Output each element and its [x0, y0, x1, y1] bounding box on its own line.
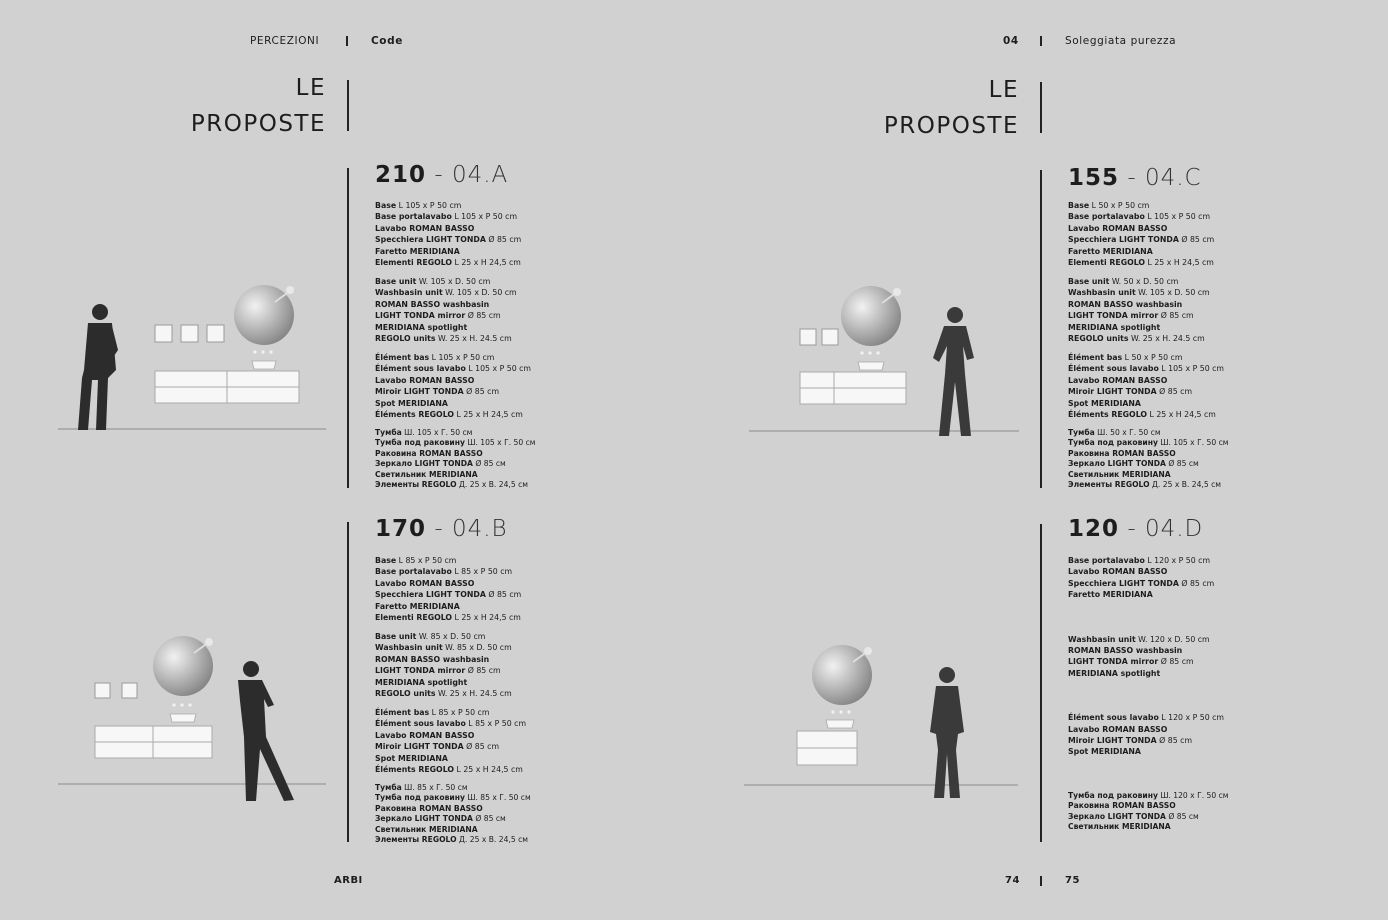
spec-dimension: Ш. 105 x Г. 50 см — [464, 438, 536, 448]
spec-dimension: L 25 x H 24,5 cm — [452, 613, 521, 623]
spec-item: Specchiera LIGHT TONDA — [375, 235, 486, 245]
man-figure — [238, 661, 294, 801]
spec-line — [375, 654, 531, 665]
spec-item: Faretto MERIDIANA — [375, 246, 460, 256]
spec-dimension: Д. 25 x В. 24,5 см — [456, 480, 528, 490]
spec-item: Élément bas — [1068, 352, 1123, 362]
spec-item: Тумба — [375, 782, 402, 792]
composition-illustration-d — [740, 630, 1030, 810]
spec-item: Faretto MERIDIANA — [375, 601, 460, 611]
spec-dimension: Ш. 120 x Г. 50 см — [1157, 790, 1229, 800]
spec-item: Зеркало LIGHT TONDA — [375, 814, 473, 824]
vanity-cabinet — [95, 726, 212, 758]
spec-dimension: L 105 x P 50 cm — [1158, 364, 1225, 374]
spec-item: Spot MERIDIANA — [1068, 747, 1141, 757]
spec-item: Éléments REGOLO — [375, 764, 455, 774]
spec-item: Тумба под раковину — [1068, 790, 1158, 800]
spec-group — [375, 428, 536, 491]
spec-item: REGOLO units — [1068, 333, 1129, 343]
spec-group — [1068, 352, 1229, 420]
spec-item: Washbasin unit — [375, 643, 443, 653]
spec-item: LIGHT TONDA mirror — [1068, 657, 1159, 667]
spec-item: Base unit — [1068, 276, 1110, 286]
spec-group — [1068, 276, 1229, 344]
spec-line — [375, 566, 531, 577]
spec-group — [375, 200, 536, 268]
spec-dimension: Ш. 85 x Г. 50 см — [401, 782, 468, 792]
spec-line — [375, 665, 531, 676]
spec-line — [375, 299, 536, 310]
spec-item: Base portalavabo — [1068, 556, 1145, 565]
title-line: LE — [295, 75, 326, 101]
spec-line — [1068, 299, 1229, 310]
spec-dimension: Ø 85 cm — [1156, 387, 1193, 397]
spec-item: Раковина ROMAN BASSO — [1068, 448, 1176, 458]
spec-dimension: L 85 x P 50 cm — [451, 567, 513, 577]
spec-item: Base portalavabo — [1068, 212, 1145, 222]
spec-line — [1068, 812, 1229, 823]
spec-line — [375, 246, 536, 257]
spec-item: MERIDIANA spotlight — [1068, 322, 1161, 332]
spec-item: Base portalavabo — [375, 567, 452, 577]
spec-item: Specchiera LIGHT TONDA — [375, 590, 486, 600]
spec-dimension: W. 25 x H. 24.5 cm — [435, 688, 512, 698]
spec-line — [1068, 634, 1229, 645]
spec-dimension: L 105 x P 50 cm — [451, 212, 518, 222]
spec-line — [1068, 211, 1229, 222]
spec-line — [375, 480, 536, 491]
spec-line — [1068, 712, 1229, 723]
spec-item: Светильник MERIDIANA — [1068, 822, 1171, 832]
spec-item: Elementi REGOLO — [375, 613, 453, 623]
spec-line — [1068, 735, 1229, 746]
spec-dimension: L 25 x H 24,5 cm — [452, 258, 521, 268]
spec-item: Elementi REGOLO — [375, 258, 453, 268]
spec-dimension: Ш. 105 x Г. 50 см — [1157, 438, 1229, 448]
composition-code: 170 - 04.B — [375, 516, 508, 542]
spec-line — [375, 783, 531, 794]
spec-item: LIGHT TONDA mirror — [1068, 311, 1159, 321]
spec-group — [1068, 428, 1229, 491]
section-label: PERCEZIONI — [250, 35, 320, 47]
spec-line — [1068, 459, 1229, 470]
page-title-left — [191, 70, 326, 142]
spec-item: ROMAN BASSO washbasin — [375, 654, 490, 664]
spec-item: Specchiera LIGHT TONDA — [1068, 578, 1179, 588]
spec-line — [375, 352, 536, 363]
spec-item: Base — [1068, 201, 1090, 210]
spec-line — [375, 793, 531, 804]
spec-item: Lavabo ROMAN BASSO — [375, 578, 475, 588]
spec-dimension: L 85 x P 50 cm — [396, 556, 457, 565]
spec-line — [1068, 246, 1229, 257]
spec-line — [1068, 428, 1229, 439]
spec-line — [375, 470, 536, 481]
spec-line — [1068, 656, 1229, 667]
spec-line — [375, 200, 536, 211]
vanity-cabinet — [797, 731, 857, 765]
spec-line — [375, 276, 536, 287]
composition-illustration-c — [745, 270, 1035, 450]
spec-item: Miroir LIGHT TONDA — [1068, 387, 1157, 397]
spec-dimension: Ø 85 cm — [485, 235, 522, 245]
spec-dimension: L 105 x P 50 cm — [429, 352, 495, 362]
spec-group — [375, 631, 531, 699]
spec-line — [1068, 449, 1229, 460]
spec-item: Base portalavabo — [375, 212, 452, 222]
spec-line — [1068, 822, 1229, 833]
spec-line — [1068, 566, 1229, 577]
spec-line — [1068, 746, 1229, 757]
spec-dimension: Д. 25 x В. 24,5 см — [1149, 480, 1221, 490]
spec-item: Раковина ROMAN BASSO — [1068, 801, 1176, 811]
spec-item: Base — [375, 556, 397, 565]
spec-item: Élément bas — [375, 707, 430, 717]
spec-line — [375, 310, 536, 321]
spec-line — [375, 612, 531, 623]
spec-item: Faretto MERIDIANA — [1068, 246, 1153, 256]
spec-line — [1068, 352, 1229, 363]
spec-item: Светильник MERIDIANA — [1068, 469, 1171, 479]
spec-item: Элементы REGOLO — [375, 480, 457, 490]
spec-line — [375, 375, 536, 386]
spec-dimension: L 105 x P 50 cm — [396, 201, 462, 210]
woman-figure — [930, 667, 964, 798]
vanity-cabinet — [800, 372, 906, 404]
composition-specs — [375, 200, 536, 498]
spec-line — [375, 601, 531, 612]
spec-line — [375, 741, 531, 752]
spec-item: Элементы REGOLO — [1068, 480, 1150, 490]
spec-dimension: Ш. 50 x Г. 50 см — [1094, 427, 1161, 437]
spec-item: Lavabo ROMAN BASSO — [375, 223, 475, 233]
man-figure — [78, 304, 118, 430]
spec-dimension: L 105 x P 50 cm — [1144, 212, 1211, 222]
composition-code: 210 - 04.A — [375, 162, 509, 188]
spec-item: Faretto MERIDIANA — [1068, 590, 1153, 600]
spec-dimension: L 25 x H 24,5 cm — [454, 764, 523, 774]
spec-line — [375, 287, 536, 298]
spec-line — [1068, 470, 1229, 481]
spec-dimension: W. 105 x D. 50 cm — [416, 276, 491, 286]
spec-line — [1068, 310, 1229, 321]
title-divider — [1040, 82, 1042, 133]
spec-item: Élément bas — [375, 352, 430, 362]
spec-line — [375, 333, 536, 344]
spec-item: Раковина ROMAN BASSO — [375, 803, 483, 813]
spec-item: Base unit — [375, 276, 417, 286]
spec-dimension: Ш. 105 x Г. 50 см — [401, 427, 473, 437]
spec-line — [375, 211, 536, 222]
composition-specs — [375, 555, 531, 853]
chapter-title: Soleggiata purezza — [1065, 35, 1177, 47]
spec-line — [375, 459, 536, 470]
spec-item: Base unit — [375, 631, 417, 641]
composition-specs — [1068, 555, 1229, 866]
spec-item: Élément sous lavabo — [375, 364, 466, 374]
spec-item: Lavabo ROMAN BASSO — [1068, 567, 1168, 577]
spec-group — [375, 783, 531, 846]
page-number-right: 75 — [1065, 875, 1080, 886]
block-divider — [1040, 524, 1042, 842]
cube-shelves — [155, 325, 224, 342]
spec-item: Spot MERIDIANA — [375, 753, 448, 763]
title-divider — [347, 80, 349, 131]
spec-dimension: W. 25 x H. 24.5 cm — [435, 333, 512, 343]
spec-dimension: Ø 85 cm — [1158, 657, 1194, 667]
spec-item: ROMAN BASSO washbasin — [1068, 299, 1183, 309]
spec-item: Washbasin unit — [1068, 288, 1136, 298]
spec-dimension: Ø 85 см — [1165, 811, 1199, 821]
spec-item: Lavabo ROMAN BASSO — [1068, 223, 1168, 233]
spec-line — [375, 449, 536, 460]
spec-line — [1068, 287, 1229, 298]
spec-item: Spot MERIDIANA — [1068, 398, 1141, 408]
spec-group — [1068, 555, 1229, 601]
spec-dimension: W. 25 x H. 24.5 cm — [1128, 333, 1205, 343]
spec-item: Тумба под раковину — [1068, 438, 1158, 448]
spec-item: Раковина ROMAN BASSO — [375, 448, 483, 458]
spec-item: Зеркало LIGHT TONDA — [375, 459, 473, 469]
spec-item: Élément sous lavabo — [375, 719, 466, 729]
spec-line — [375, 589, 531, 600]
spec-line — [375, 753, 531, 764]
spec-group — [375, 555, 531, 623]
spec-dimension: Ø 85 cm — [463, 387, 500, 397]
block-divider — [347, 522, 349, 842]
spec-line — [1068, 322, 1229, 333]
title-line: PROPOSTE — [883, 113, 1019, 139]
spec-dimension: Ø 85 cm — [463, 742, 500, 752]
spec-item: Lavabo ROMAN BASSO — [375, 730, 475, 740]
spec-item: Зеркало LIGHT TONDA — [1068, 811, 1166, 821]
spec-dimension: Ø 85 cm — [465, 311, 501, 321]
spec-item: Светильник MERIDIANA — [375, 824, 478, 834]
spec-item: Éléments REGOLO — [1068, 409, 1148, 419]
spec-dimension: L 25 x H 24,5 cm — [1145, 258, 1214, 268]
spec-line — [1068, 375, 1229, 386]
spec-line — [375, 677, 531, 688]
spec-item: Élément sous lavabo — [1068, 364, 1159, 374]
spec-line — [375, 825, 531, 836]
spec-line — [375, 730, 531, 741]
spec-dimension: W. 105 x D. 50 cm — [442, 288, 517, 298]
spec-item: Specchiera LIGHT TONDA — [1068, 235, 1179, 245]
spec-line — [375, 363, 536, 374]
spec-line — [1068, 257, 1229, 268]
spec-line — [375, 814, 531, 825]
spec-line — [1068, 398, 1229, 409]
spec-line — [1068, 363, 1229, 374]
spec-line — [375, 555, 531, 566]
spec-dimension: L 120 x P 50 cm — [1144, 556, 1211, 565]
spec-dimension: Ø 85 cm — [1178, 578, 1215, 588]
spec-item: ROMAN BASSO washbasin — [1068, 646, 1183, 656]
spec-item: Lavabo ROMAN BASSO — [1068, 724, 1168, 734]
spec-line — [1068, 801, 1229, 812]
spec-item: MERIDIANA spotlight — [375, 677, 468, 687]
spec-line — [375, 234, 536, 245]
spec-dimension: Ø 85 cm — [1158, 311, 1194, 321]
spec-line — [1068, 480, 1229, 491]
spec-dimension: W. 50 x D. 50 cm — [1109, 276, 1179, 286]
spec-line — [375, 642, 531, 653]
page-title-right — [884, 72, 1019, 144]
spec-dimension: L 25 x H 24,5 cm — [1147, 409, 1216, 419]
spec-dimension: W. 85 x D. 50 cm — [442, 643, 512, 653]
spec-line — [1068, 234, 1229, 245]
spec-dimension: Ш. 85 x Г. 50 см — [464, 793, 531, 803]
composition-illustration-a — [50, 270, 340, 450]
spec-dimension: L 50 x P 50 cm — [1089, 201, 1150, 210]
spec-item: Spot MERIDIANA — [375, 398, 448, 408]
spec-line — [375, 322, 536, 333]
spec-item: Washbasin unit — [1068, 634, 1136, 644]
page-number-left: 74 — [1005, 875, 1020, 886]
spec-line — [375, 223, 536, 234]
spec-item: Élément sous lavabo — [1068, 713, 1159, 723]
spec-dimension: Ø 85 cm — [485, 590, 522, 600]
spec-group — [1068, 791, 1229, 833]
spec-item: Miroir LIGHT TONDA — [1068, 736, 1157, 746]
spec-item: ROMAN BASSO washbasin — [375, 299, 490, 309]
spec-line — [1068, 386, 1229, 397]
spec-item: Miroir LIGHT TONDA — [375, 742, 464, 752]
composition-specs — [1068, 200, 1229, 498]
spec-dimension: Ø 85 cm — [465, 666, 501, 676]
cube-shelves — [800, 329, 838, 345]
spec-item: Éléments REGOLO — [375, 409, 455, 419]
spec-item: Тумба под раковину — [375, 438, 465, 448]
spec-line — [1068, 276, 1229, 287]
spec-dimension: Д. 25 x В. 24,5 см — [456, 835, 528, 845]
spec-line — [375, 386, 536, 397]
spec-dimension: L 85 x P 50 cm — [465, 719, 527, 729]
spec-item: Зеркало LIGHT TONDA — [1068, 459, 1166, 469]
spec-item: REGOLO units — [375, 333, 436, 343]
spec-group — [1068, 634, 1229, 680]
spec-line — [375, 804, 531, 815]
spec-line — [375, 438, 536, 449]
spec-line — [1068, 645, 1229, 656]
composition-code: 155 - 04.C — [1068, 165, 1202, 191]
spec-group — [375, 276, 536, 344]
spec-line — [375, 409, 536, 420]
spec-dimension: L 85 x P 50 cm — [429, 707, 490, 717]
composition-code: 120 - 04.D — [1068, 516, 1204, 542]
composition-illustration-b — [50, 625, 340, 805]
spec-item: LIGHT TONDA mirror — [375, 311, 466, 321]
spec-dimension: Ø 85 см — [472, 459, 506, 469]
title-line: PROPOSTE — [190, 111, 326, 137]
spec-dimension: L 120 x P 50 cm — [1158, 713, 1225, 723]
spec-line — [1068, 555, 1229, 566]
spec-line — [1068, 200, 1229, 211]
woman-figure — [933, 307, 974, 436]
spec-line — [375, 718, 531, 729]
spec-group — [375, 352, 536, 420]
spec-line — [375, 688, 531, 699]
spec-line — [1068, 333, 1229, 344]
block-divider — [347, 168, 349, 488]
chapter-number: 04 — [1003, 35, 1019, 47]
spec-line — [375, 835, 531, 846]
spec-item: Lavabo ROMAN BASSO — [1068, 375, 1168, 385]
spec-line — [375, 707, 531, 718]
spec-line — [375, 398, 536, 409]
spec-dimension: Ø 85 см — [1165, 459, 1199, 469]
spec-line — [1068, 668, 1229, 679]
spec-line — [1068, 724, 1229, 735]
spec-dimension: W. 105 x D. 50 cm — [1135, 288, 1210, 298]
spec-dimension: W. 85 x D. 50 cm — [416, 631, 486, 641]
spec-item: MERIDIANA spotlight — [1068, 668, 1161, 678]
spec-group — [1068, 200, 1229, 268]
spec-line — [375, 578, 531, 589]
chapter-label: Code — [371, 35, 403, 47]
divider — [1040, 876, 1042, 886]
spec-line — [375, 257, 536, 268]
spec-dimension: L 25 x H 24,5 cm — [454, 409, 523, 419]
spec-item: LIGHT TONDA mirror — [375, 666, 466, 676]
spec-item: Светильник MERIDIANA — [375, 469, 478, 479]
spec-line — [1068, 223, 1229, 234]
spec-line — [1068, 578, 1229, 589]
spec-item: Тумба под раковину — [375, 793, 465, 803]
block-divider — [1040, 170, 1042, 488]
spec-line — [375, 428, 536, 439]
spec-item: Элементы REGOLO — [375, 835, 457, 845]
spec-dimension: L 105 x P 50 cm — [465, 364, 532, 374]
spec-dimension: Ø 85 cm — [1178, 235, 1215, 245]
spec-group — [375, 707, 531, 775]
spec-item: Тумба — [1068, 427, 1095, 437]
spec-item: Тумба — [375, 427, 402, 437]
divider — [346, 36, 348, 46]
spec-dimension: Ø 85 см — [472, 814, 506, 824]
cube-shelves — [95, 683, 137, 698]
spec-item: REGOLO units — [375, 688, 436, 698]
spec-line — [1068, 438, 1229, 449]
spec-item: MERIDIANA spotlight — [375, 322, 468, 332]
spec-item: Lavabo ROMAN BASSO — [375, 375, 475, 385]
spec-line — [375, 631, 531, 642]
spec-dimension: L 50 x P 50 cm — [1122, 352, 1183, 362]
brand-name: ARBI — [334, 875, 363, 886]
title-line: LE — [988, 77, 1019, 103]
spec-item: Miroir LIGHT TONDA — [375, 387, 464, 397]
spec-group — [1068, 712, 1229, 758]
vanity-cabinet — [155, 371, 299, 403]
spec-item: Washbasin unit — [375, 288, 443, 298]
divider — [1040, 36, 1042, 46]
spec-item: Base — [375, 201, 397, 210]
spec-line — [1068, 791, 1229, 802]
spec-line — [1068, 589, 1229, 600]
spec-dimension: W. 120 x D. 50 cm — [1135, 634, 1210, 644]
spec-dimension: Ø 85 cm — [1156, 736, 1193, 746]
spec-line — [375, 764, 531, 775]
spec-line — [1068, 409, 1229, 420]
spec-item: Elementi REGOLO — [1068, 258, 1146, 268]
